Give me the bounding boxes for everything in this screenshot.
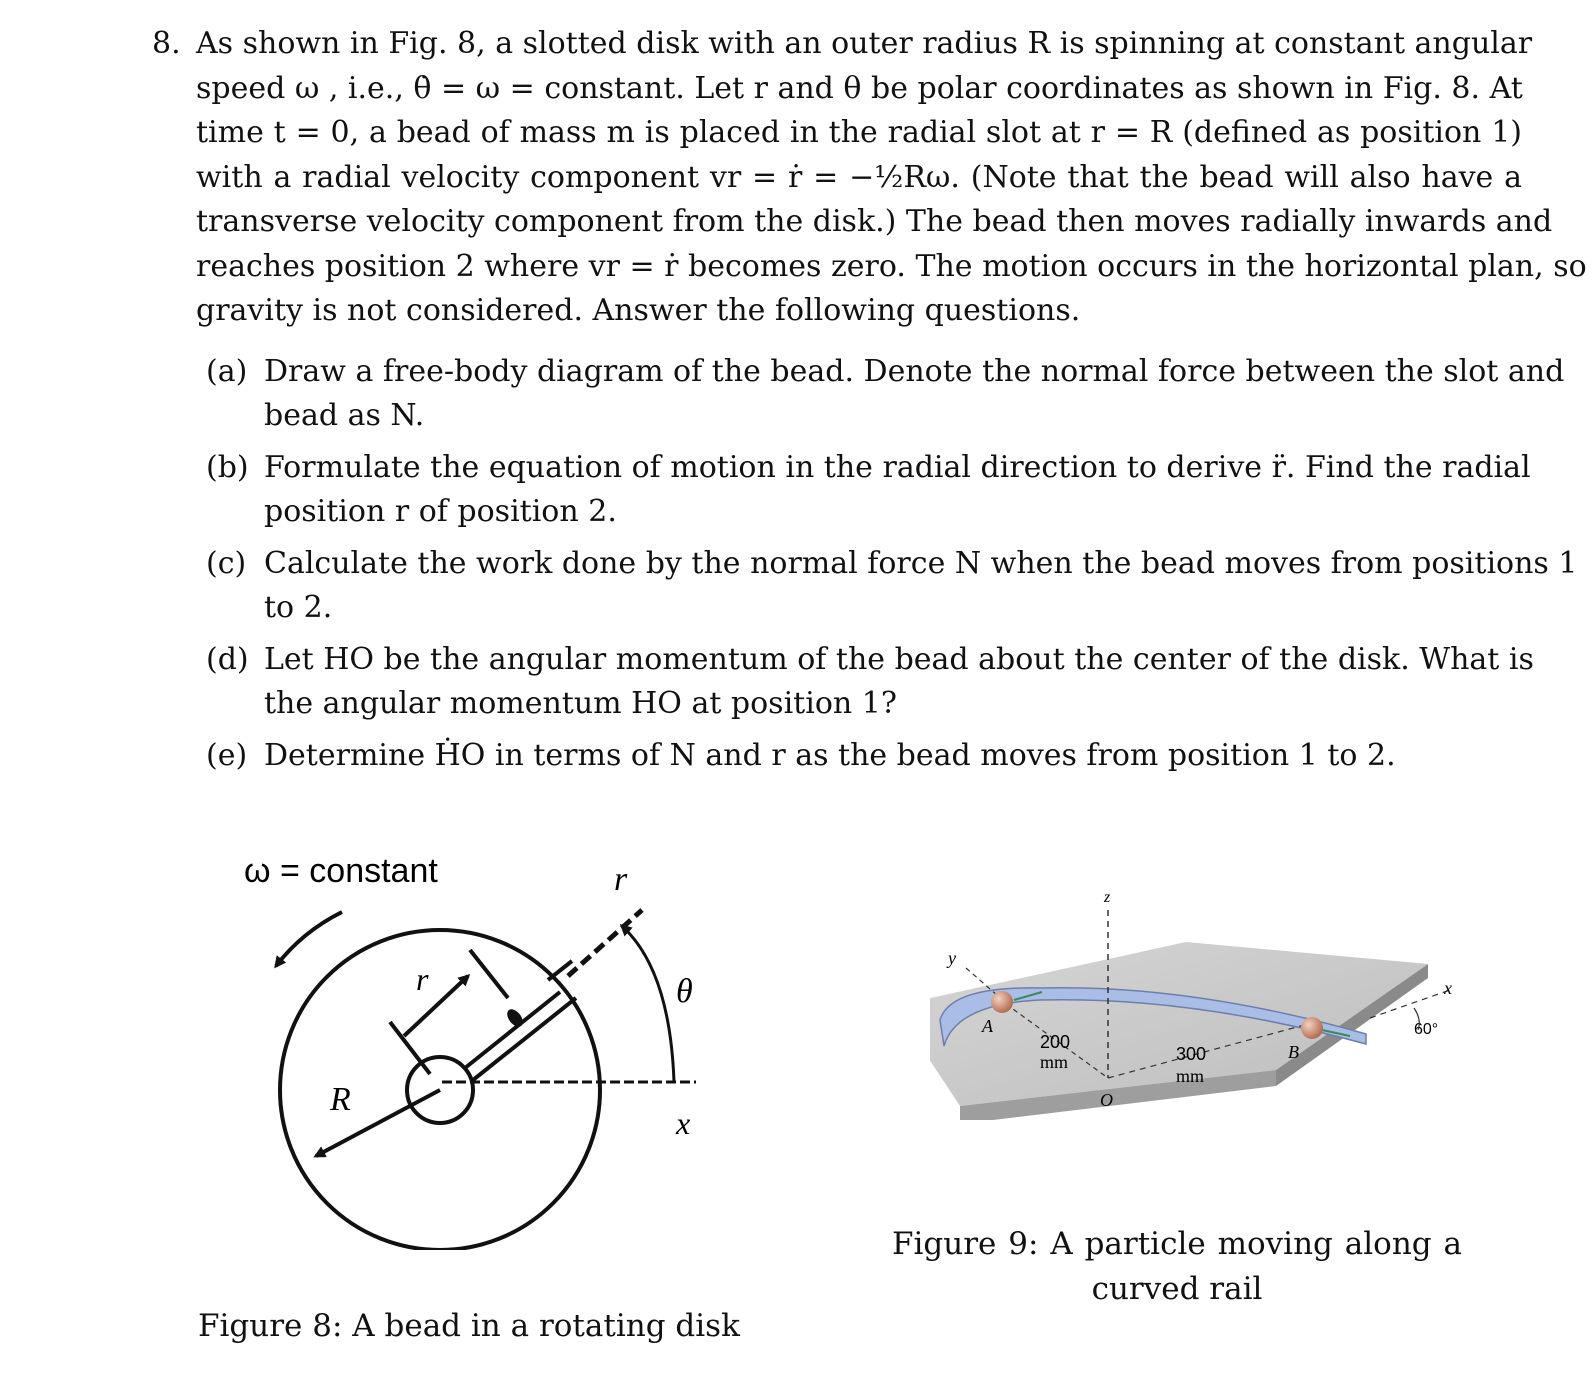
point-a-label: A <box>982 1016 993 1036</box>
x-label: x <box>1444 978 1452 998</box>
figure-9-caption-line2: curved rail <box>1091 1271 1263 1307</box>
part-a <box>206 350 1565 438</box>
part-line: Draw a free-body diagram of the bead. Denote the normal force between the slot and <box>264 354 1565 389</box>
problem-line: transverse velocity component from the disk.) The bead then moves radially inwards and <box>196 204 1553 239</box>
x-label: x <box>676 1105 691 1141</box>
part-c <box>206 542 1578 630</box>
problem-line: time t = 0, a bead of mass m is placed in the radial slot at r = R (defined as position 1) <box>196 115 1522 150</box>
part-line: Determine ḢO in terms of N and r as the bead moves from position 1 to 2. <box>264 738 1396 773</box>
figure-8-diagram <box>230 840 730 1250</box>
part-line: bead as N. <box>264 398 425 433</box>
problem-line: with a radial velocity component vr = ṙ = −½Rω. (Note that the bead will also have a <box>196 159 1522 195</box>
problem-body <box>196 22 1587 334</box>
part-e <box>206 734 1522 778</box>
part-line: Calculate the work done by the normal force N when the bead moves from positions 1 <box>264 546 1578 581</box>
sub-questions <box>206 350 1578 786</box>
part-line: position r of position 2. <box>264 494 617 529</box>
r-label-inner: r <box>416 961 429 997</box>
part-line: Let HO be the angular momentum of the bead about the center of the disk. What is <box>264 642 1534 677</box>
part-line: to 2. <box>264 590 333 625</box>
figure-9-caption-line1: Figure 9: A particle moving along a <box>892 1226 1462 1262</box>
dim-200-unit: mm <box>1040 1052 1069 1072</box>
R-label: R <box>330 1081 351 1118</box>
r-dim-arrow <box>404 976 468 1036</box>
part-label: (d) <box>206 642 249 677</box>
z-label: z <box>1104 889 1111 906</box>
problem-line: speed ω , i.e., θ̇ = ω = constant. Let r and θ be polar coordinates as shown in Fig. 8. At <box>196 70 1523 106</box>
figure-8-caption: Figure 8: A bead in a rotating disk <box>198 1308 740 1344</box>
r-dim-tick <box>470 950 508 998</box>
problem-line: gravity is not considered. Answer the following questions. <box>196 293 1081 328</box>
r-label-top: r <box>614 861 628 898</box>
part-line: Formulate the equation of motion in the radial direction to derive r̈. Find the radial <box>264 450 1531 485</box>
problem-line: reaches position 2 where vr = ṙ becomes zero. The motion occurs in the horizontal plan, so <box>196 248 1587 284</box>
point-b-label: B <box>1288 1042 1299 1062</box>
slot-edge <box>465 992 560 1068</box>
rotation-arrow <box>276 912 342 966</box>
particle-a <box>991 991 1013 1013</box>
y-label: y <box>948 948 956 968</box>
theta-label: θ <box>676 973 693 1010</box>
part-label: (a) <box>206 354 248 389</box>
problem-line: As shown in Fig. 8, a slotted disk with an outer radius R is spinning at constant angular <box>196 26 1533 61</box>
part-label: (c) <box>206 546 247 581</box>
origin-label: O <box>1100 1090 1113 1110</box>
theta-arc <box>622 926 674 1082</box>
omega-label: ω = constant <box>244 852 438 890</box>
part-d <box>206 638 1534 726</box>
part-label: (b) <box>206 450 249 485</box>
dim-200-value: 200 <box>1040 1032 1071 1052</box>
part-label: (e) <box>206 738 248 773</box>
part-line: the angular momentum HO at position 1? <box>264 686 897 721</box>
angle-label: 60° <box>1414 1021 1439 1038</box>
problem-number: 8. <box>152 26 181 61</box>
part-b <box>206 446 1531 534</box>
slot-center <box>548 961 572 980</box>
slot-edge <box>473 998 576 1080</box>
figure-9-diagram <box>930 880 1490 1120</box>
particle-b <box>1301 1017 1323 1039</box>
figure-9-caption <box>892 1222 1462 1312</box>
dim-300-unit: mm <box>1176 1066 1205 1086</box>
radial-dashed-line <box>568 910 642 976</box>
problem-statement <box>152 22 1587 334</box>
dim-300-value: 300 <box>1176 1044 1207 1064</box>
